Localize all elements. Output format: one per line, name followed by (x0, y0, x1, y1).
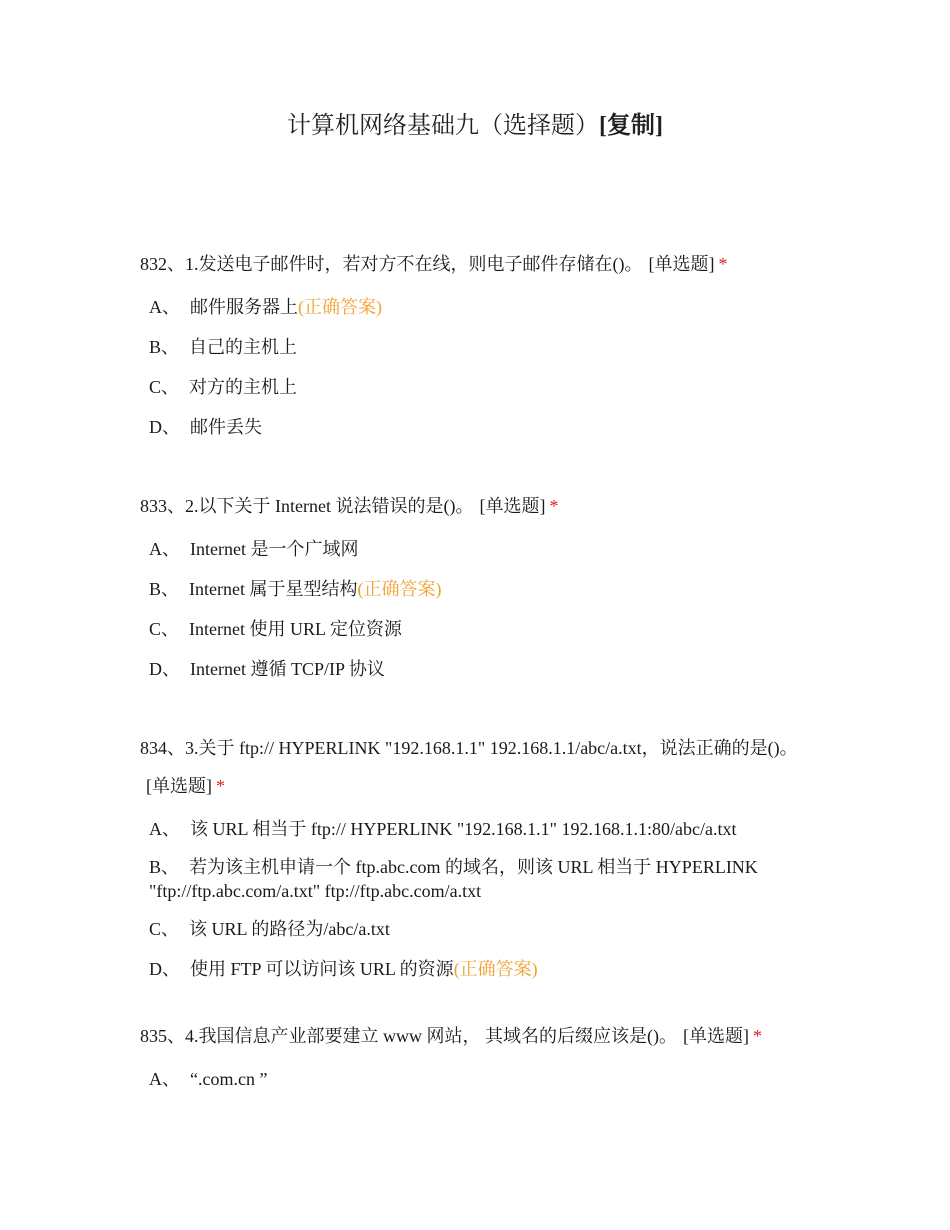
option-text: Internet 是一个广域网 (190, 539, 359, 559)
question-834 (140, 729, 800, 989)
option-c[interactable] (140, 609, 800, 649)
option-text: Internet 属于星型结构 (189, 579, 358, 599)
option-list (140, 1059, 800, 1099)
option-b[interactable] (140, 849, 800, 909)
option-letter: C、 (149, 377, 180, 397)
option-list (140, 529, 800, 689)
option-text: 自己的主机上 (189, 337, 298, 357)
option-b[interactable] (140, 327, 800, 367)
option-a[interactable] (140, 809, 800, 849)
option-text: Internet 遵循 TCP/IP 协议 (190, 659, 385, 679)
question-832 (140, 245, 800, 447)
question-stem (140, 729, 800, 805)
option-letter: A、 (149, 1069, 180, 1089)
option-text: 对方的主机上 (189, 377, 298, 397)
question-text: 832、1.发送电子邮件时，若对方不在线，则电子邮件存储在()。 (140, 254, 643, 274)
question-type-badge: [单选题] (146, 776, 212, 796)
question-stem (140, 487, 800, 525)
copy-link[interactable]: [复制] (599, 113, 663, 139)
option-a[interactable] (140, 529, 800, 569)
option-text: 使用 FTP 可以访问该 URL 的资源 (190, 959, 454, 979)
question-type-badge: [单选题] (682, 1026, 749, 1046)
page-title-text: 计算机网络基础九（选择题） (287, 113, 599, 139)
correct-answer-tag: (正确答案) (357, 579, 442, 599)
question-stem (140, 245, 800, 283)
option-text: 该 URL 的路径为/abc/a.txt (189, 919, 390, 939)
option-letter: B、 (149, 337, 180, 357)
option-letter: C、 (149, 919, 180, 939)
option-letter: D、 (149, 959, 180, 979)
page-title (0, 110, 950, 142)
required-marker: * (718, 254, 728, 274)
option-text: 该 URL 相当于 ftp:// HYPERLINK "192.168.1.1" 192.168.1.1:80/abc/a.txt (190, 819, 737, 839)
option-c[interactable] (140, 909, 800, 949)
correct-answer-tag: (正确答案) (298, 297, 382, 317)
option-letter: B、 (149, 857, 180, 877)
option-d[interactable] (140, 649, 800, 689)
option-a[interactable] (140, 1059, 800, 1099)
option-letter: A、 (149, 819, 180, 839)
question-type-badge: [单选题] (648, 254, 715, 274)
required-marker: * (216, 776, 225, 796)
option-c[interactable] (140, 367, 800, 407)
question-833 (140, 487, 800, 689)
option-d[interactable] (140, 407, 800, 447)
option-d[interactable] (140, 949, 800, 989)
option-text: 若为该主机申请一个 ftp.abc.com 的域名，则该 URL 相当于 HYPERLINK "ftp://ftp.abc.com/a.txt" ftp://ftp.abc.com/a.txt (149, 857, 758, 901)
option-text: 邮件丢失 (190, 417, 262, 437)
required-marker: * (549, 496, 559, 516)
question-835 (140, 1017, 800, 1099)
option-b[interactable] (140, 569, 800, 609)
question-text: 833、2.以下关于 Internet 说法错误的是()。 (140, 496, 474, 516)
option-letter: D、 (149, 659, 180, 679)
correct-answer-tag: (正确答案) (453, 959, 538, 979)
option-letter: D、 (149, 417, 180, 437)
option-text: “.com.cn ” (190, 1069, 268, 1089)
option-letter: A、 (149, 539, 180, 559)
option-letter: A、 (149, 297, 180, 317)
option-text: 邮件服务器上 (190, 297, 298, 317)
question-text: 834、3.关于 ftp:// HYPERLINK "192.168.1.1" 192.168.1.1/abc/a.txt，说法正确的是()。 (140, 738, 798, 758)
option-a[interactable] (140, 287, 800, 327)
question-stem (140, 1017, 800, 1055)
required-marker: * (752, 1026, 762, 1046)
option-list (140, 809, 800, 989)
question-text: 835、4.我国信息产业部要建立 www 网站， 其域名的后缀应该是()。 (140, 1026, 677, 1046)
option-list (140, 287, 800, 447)
option-text: Internet 使用 URL 定位资源 (189, 619, 402, 639)
option-letter: B、 (149, 579, 180, 599)
option-letter: C、 (149, 619, 180, 639)
question-type-badge: [单选题] (479, 496, 546, 516)
